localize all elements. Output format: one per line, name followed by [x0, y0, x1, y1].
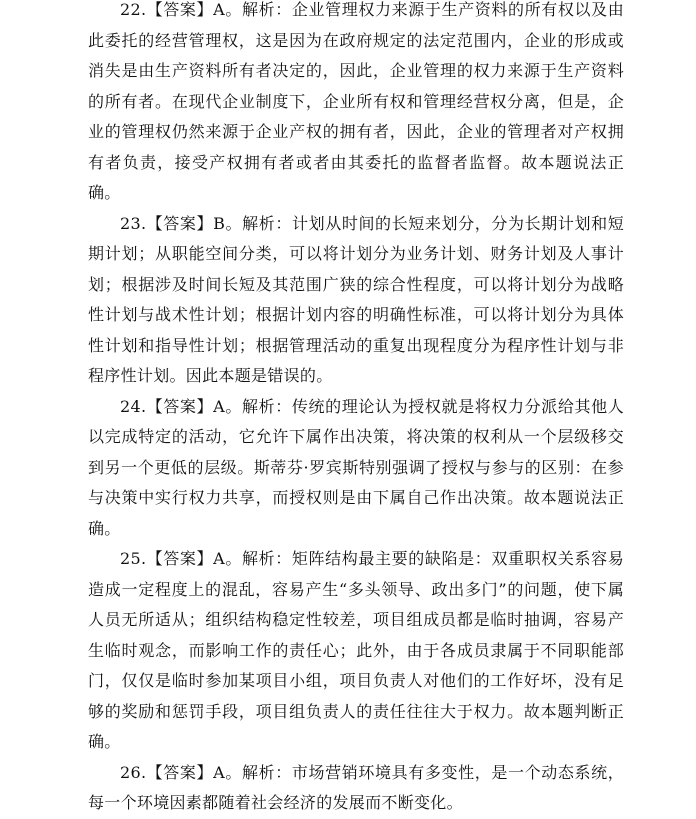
answer-paragraph-26: 26.【答案】A。解析：市场营销环境具有多变性，是一个动态系统，每一个环境因素都随着社会经济的发展而不断变化。 — [88, 762, 624, 812]
answer-paragraph-23: 23.【答案】B。解析：计划从时间的长短来划分，分为长期计划和短期计划；从职能空间分类，可以将计划分为业务计划、财务计划及人事计划；根据涉及时间长短及其范围广狭的综合性程度，可以将计划分为战略性计划与战术性计划；根据计划内容的明确性标准，可以将计划分为具体性计划和指导性计划；根据管理活动的重复出现程度分为程序性计划与非程序性计划。因此本题是错误的。 — [88, 213, 624, 385]
answer-paragraph-25: 25.【答案】A。解析：矩阵结构最主要的缺陷是：双重职权关系容易造成一定程度上的混乱，容易产生“多头领导、政出多门”的问题，使下属人员无所适从；组织结构稳定性较差，项目组成员都是临时抽调，容易产生临时观念，而影响工作的责任心；此外，由于各成员隶属于不同职能部门，仅仅是临时参加某项目小组，项目负责人对他们的工作好坏，没有足够的奖励和惩罚手段，项目组负责人的责任往往大于权力。故本题判断正确。 — [88, 549, 624, 751]
answer-paragraph-24: 24.【答案】A。解析：传统的理论认为授权就是将权力分派给其他人以完成特定的活动，它允许下属作出决策，将决策的权利从一个层级移交到另一个更低的层级。斯蒂芬·罗宾斯特别强调了授权与参与的区别：在参与决策中实行权力共享，而授权则是由下属自己作出决策。故本题说法正确。 — [88, 396, 624, 538]
answer-paragraph-22: 22.【答案】A。解析：企业管理权力来源于生产资料的所有权以及由此委托的经营管理权，这是因为在政府规定的法定范围内，企业的形成或消失是由生产资料所有者决定的，因此，企业管理的权力来源于生产资料的所有者。在现代企业制度下，企业所有权和管理经营权分离，但是，企业的管理权仍然来源于企业产权的拥有者，因此，企业的管理者对产权拥有者负责，接受产权拥有者或者由其委托的监督者监督。故本题说法正确。 — [88, 0, 624, 202]
